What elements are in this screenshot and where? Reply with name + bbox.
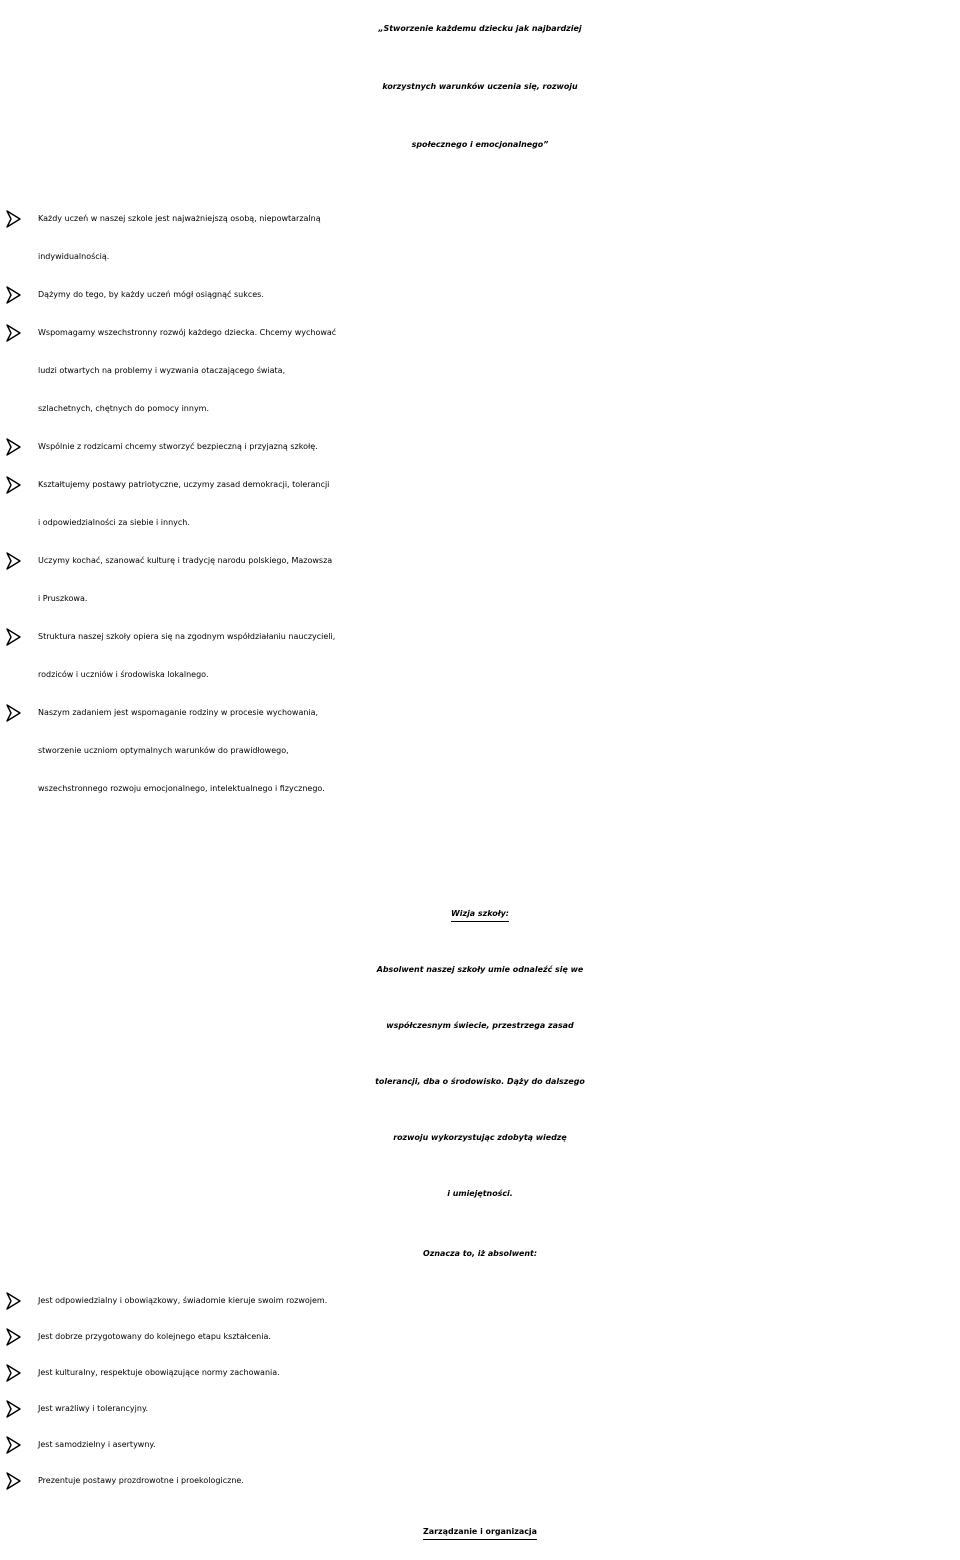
vision-line: i umiejętności. bbox=[447, 1189, 513, 1198]
graduate-heading: Oznacza to, iż absolwent: bbox=[423, 1249, 537, 1258]
list-item bbox=[0, 1391, 960, 1427]
list-item-line: Kształtujemy postawy patriotyczne, uczymy zasad demokracji, tolerancji bbox=[38, 480, 330, 489]
list-item bbox=[0, 200, 960, 276]
list-item-line: Struktura naszej szkoły opiera się na zgodnym współdziałaniu nauczycieli, bbox=[38, 632, 336, 641]
vision-line: rozwoju wykorzystując zdobytą wiedzę bbox=[393, 1133, 567, 1142]
list-item-line: Uczymy kochać, szanować kulturę i tradycję narodu polskiego, Mazowsza bbox=[38, 556, 333, 565]
vision-statement bbox=[0, 942, 960, 1222]
arrow-right-icon bbox=[6, 1400, 22, 1418]
main-title-line: korzystnych warunków uczenia się, rozwoju bbox=[382, 82, 578, 91]
list-item-line: Prezentuje postawy prozdrowotne i proekologiczne. bbox=[38, 1476, 244, 1485]
list-item-line: stworzenie uczniom optymalnych warunków do prawidłowego, bbox=[38, 746, 289, 755]
arrow-right-icon bbox=[6, 1292, 22, 1310]
list-item bbox=[0, 1319, 960, 1355]
list-item bbox=[0, 694, 960, 808]
vision-line: Absolwent naszej szkoły umie odnaleźć się we bbox=[376, 965, 584, 974]
vision-heading: Wizja szkoły: bbox=[451, 909, 509, 918]
main-title-line: „Stworzenie każdemu dziecku jak najbardziej bbox=[378, 24, 582, 33]
list-item-line: Jest odpowiedzialny i obowiązkowy, świadomie kieruje swoim rozwojem. bbox=[38, 1296, 328, 1305]
mission-list bbox=[0, 200, 960, 808]
list-item-line: i odpowiedzialności za siebie i innych. bbox=[38, 518, 190, 527]
list-item bbox=[0, 1283, 960, 1319]
list-item-line: Wspomagamy wszechstronny rozwój każdego dziecka. Chcemy wychować bbox=[38, 328, 337, 337]
list-item-line: indywidualnością. bbox=[38, 252, 110, 261]
list-item bbox=[0, 618, 960, 694]
list-item bbox=[0, 276, 960, 314]
list-item bbox=[0, 314, 960, 428]
arrow-right-icon bbox=[6, 1436, 22, 1454]
management-heading: Zarządzanie i organizacja bbox=[423, 1527, 537, 1536]
list-item-line: szlachetnych, chętnych do pomocy innym. bbox=[38, 404, 210, 413]
graduate-list bbox=[0, 1283, 960, 1499]
list-item bbox=[0, 1355, 960, 1391]
list-item-line: Jest wrażliwy i tolerancyjny. bbox=[38, 1404, 149, 1413]
list-item-line: Jest samodzielny i asertywny. bbox=[38, 1440, 156, 1449]
list-item-line: Każdy uczeń w naszej szkole jest najważniejszą osobą, niepowtarzalną bbox=[38, 214, 321, 223]
list-item bbox=[0, 466, 960, 542]
list-item-line: ludzi otwartych na problemy i wyzwania otaczającego świata, bbox=[38, 366, 286, 375]
list-item-line: Dążymy do tego, by każdy uczeń mógł osiągnąć sukces. bbox=[38, 290, 264, 299]
vision-line: tolerancji, dba o środowisko. Dąży do dalszego bbox=[375, 1077, 585, 1086]
arrow-right-icon bbox=[6, 210, 22, 228]
list-item-line: Wspólnie z rodzicami chcemy stworzyć bezpieczną i przyjazną szkołę. bbox=[38, 442, 318, 451]
arrow-right-icon bbox=[6, 552, 22, 570]
list-item bbox=[0, 542, 960, 618]
arrow-right-icon bbox=[6, 628, 22, 646]
vision-line: współczesnym świecie, przestrzega zasad bbox=[386, 1021, 574, 1030]
list-item-line: Jest dobrze przygotowany do kolejnego etapu kształcenia. bbox=[38, 1332, 271, 1341]
main-title bbox=[0, 0, 960, 174]
list-item-line: wszechstronnego rozwoju emocjonalnego, intelektualnego i fizycznego. bbox=[38, 784, 325, 793]
list-item bbox=[0, 1427, 960, 1463]
list-item bbox=[0, 428, 960, 466]
list-item-line: i Pruszkowa. bbox=[38, 594, 88, 603]
arrow-right-icon bbox=[6, 438, 22, 456]
list-item-line: Jest kulturalny, respektuje obowiązujące normy zachowania. bbox=[38, 1368, 280, 1377]
arrow-right-icon bbox=[6, 286, 22, 304]
list-item-line: Naszym zadaniem jest wspomaganie rodziny w procesie wychowania, bbox=[38, 708, 319, 717]
arrow-right-icon bbox=[6, 1364, 22, 1382]
arrow-right-icon bbox=[6, 1472, 22, 1490]
arrow-right-icon bbox=[6, 324, 22, 342]
main-title-line: społecznego i emocjonalnego” bbox=[411, 140, 549, 149]
list-item-line: rodziców i uczniów i środowiska lokalnego. bbox=[38, 670, 209, 679]
arrow-right-icon bbox=[6, 476, 22, 494]
list-item bbox=[0, 1463, 960, 1499]
arrow-right-icon bbox=[6, 1328, 22, 1346]
arrow-right-icon bbox=[6, 704, 22, 722]
